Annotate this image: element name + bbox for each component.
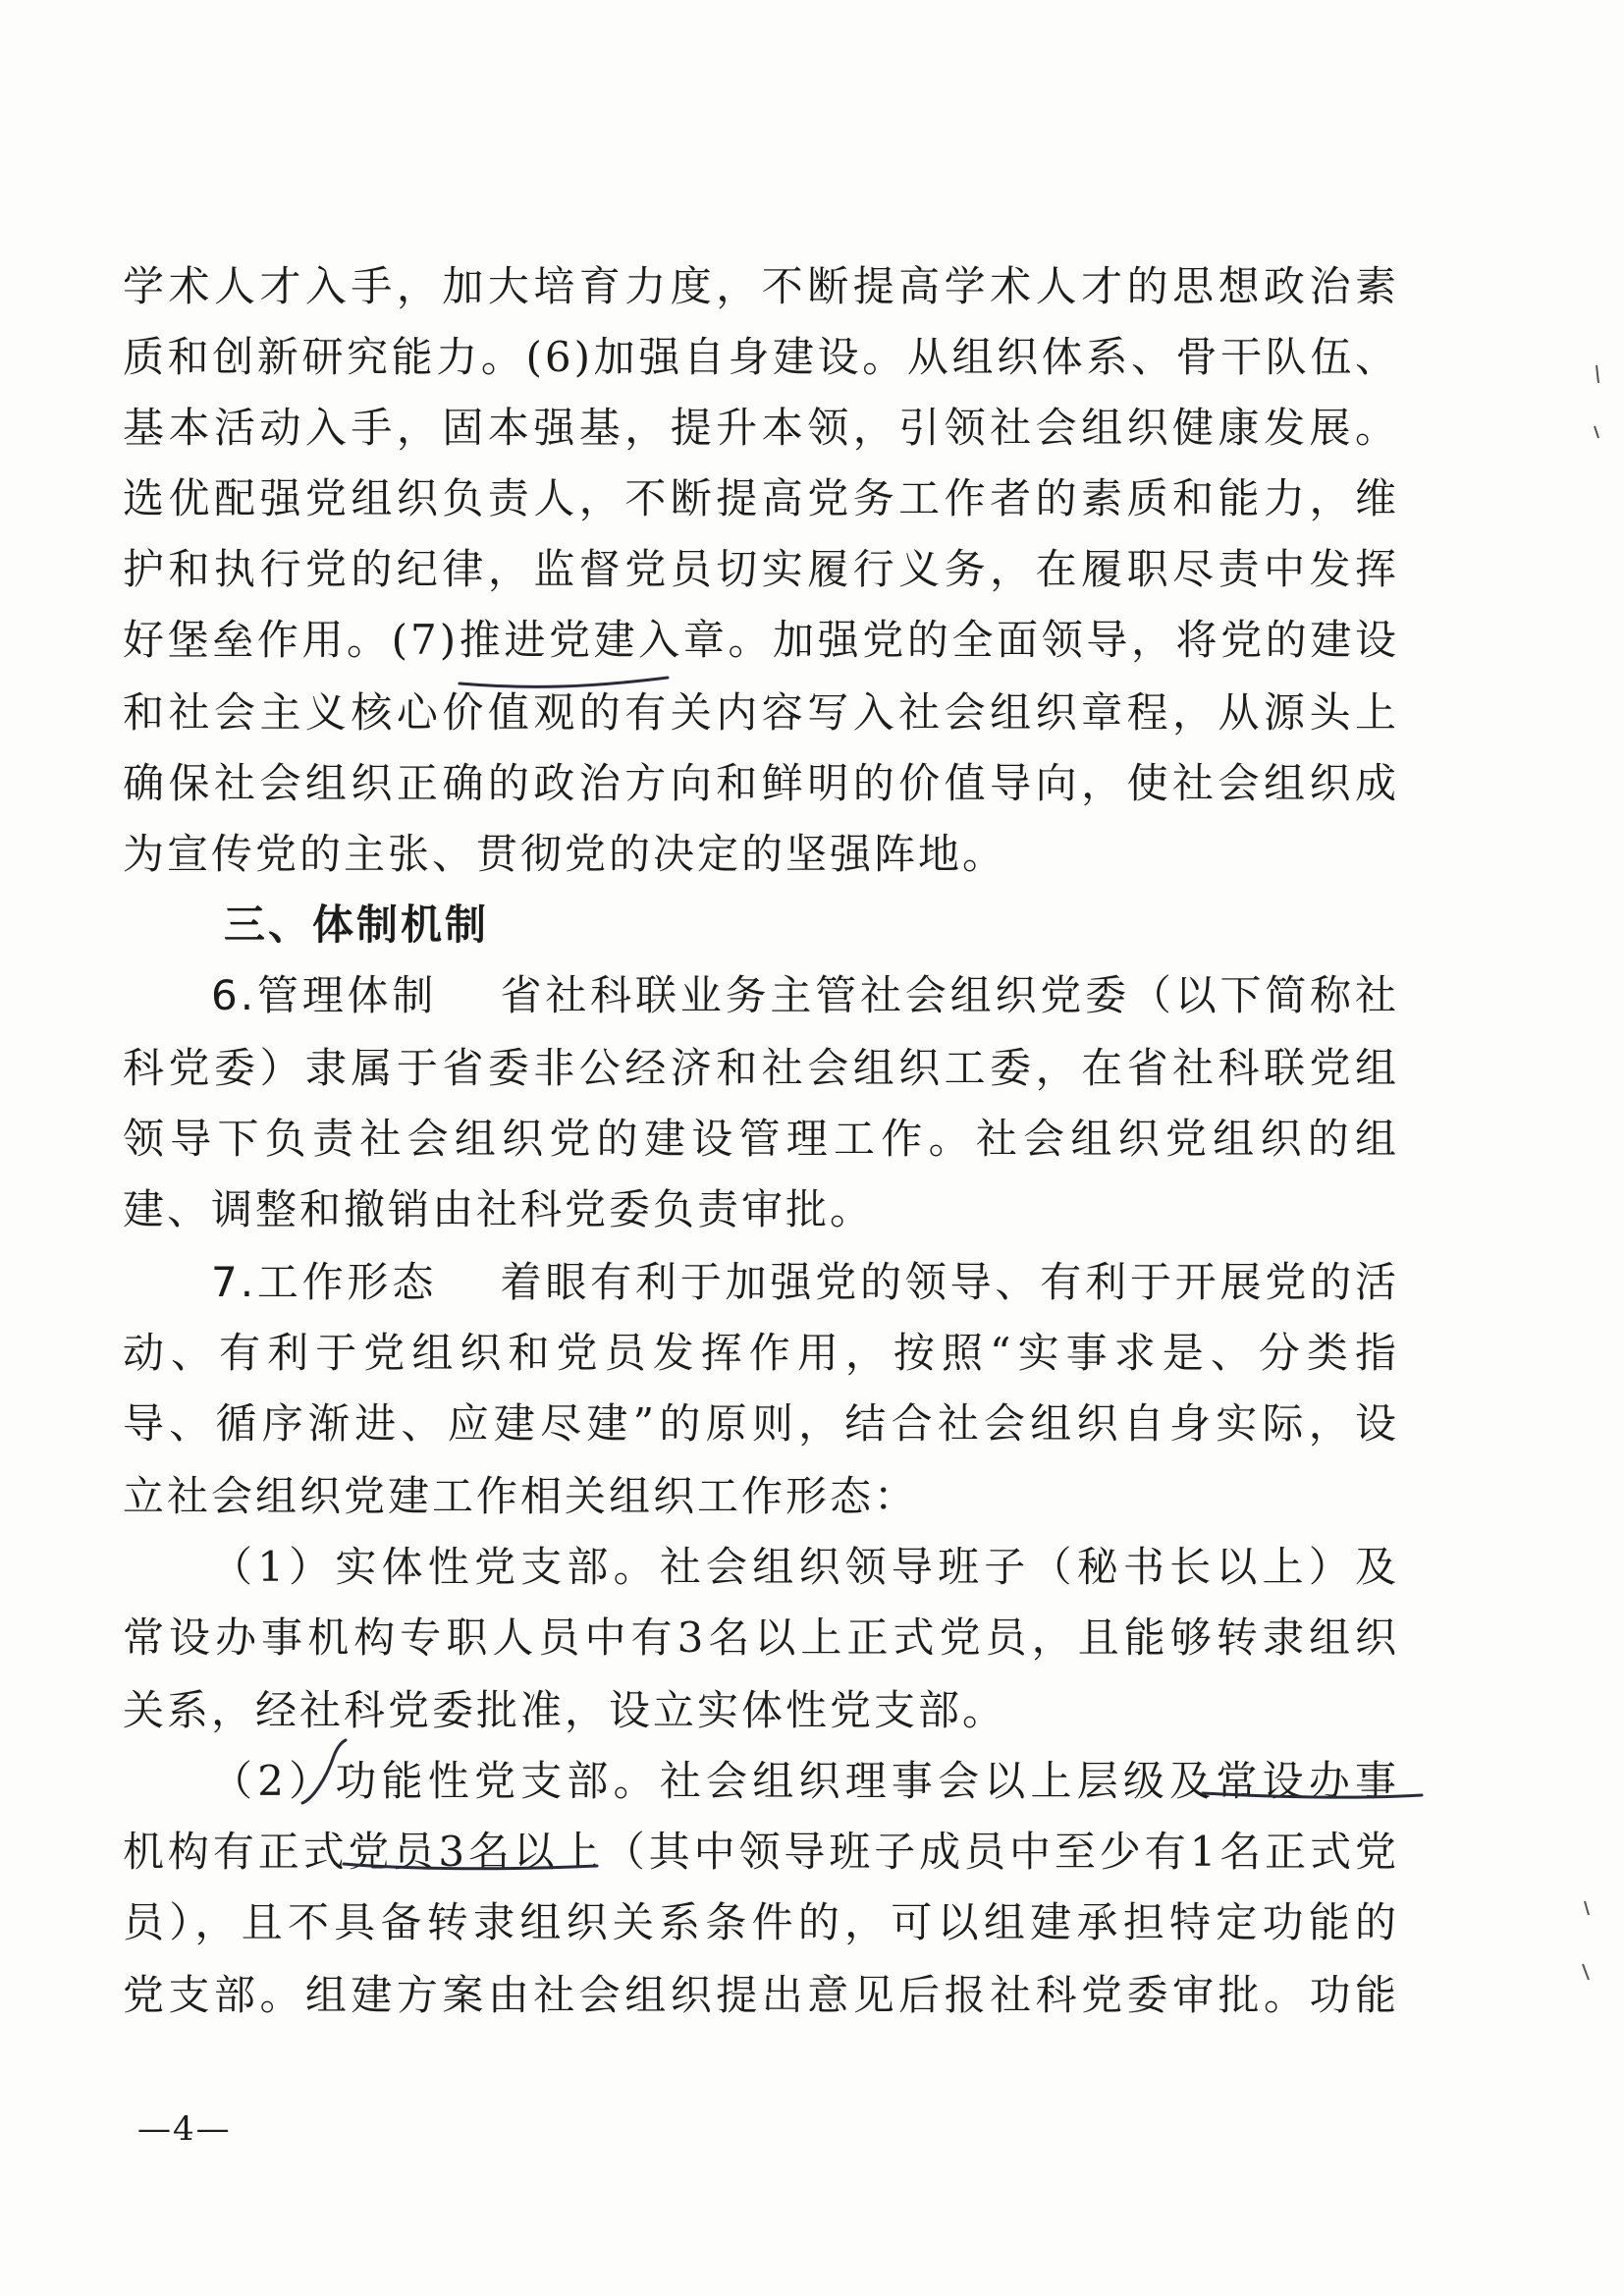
body-line: 立社会组织党建工作相关组织工作形态： (123, 1472, 919, 1520)
body-line: 学术人才入手，加大培育力度，不断提高学术人才的思想政治素 (123, 262, 1399, 310)
body-line: 员），且不具备转隶组织关系条件的，可以组建承担特定功能的 (123, 1898, 1399, 1946)
body-line: 科党委）隶属于省委非公经济和社会组织工委，在省社科联党组 (123, 1044, 1399, 1092)
item6-first-line (211, 968, 1399, 1023)
body-line: 为宣传党的主张、贯彻党的决定的坚强阵地。 (123, 830, 1007, 878)
body-line: 关系，经社科党委批准，设立实体性党支部。 (123, 1686, 1007, 1734)
scan-mark (1585, 1901, 1589, 1915)
body-line: 质和创新研究能力。(6)加强自身建设。从组织体系、骨干队伍、 (123, 333, 1399, 381)
item6-first-line-text: 省社科联业务主管社会组织党委（以下简称社 (500, 971, 1399, 1019)
item7-first-line-text: 着眼有利于加强党的领导、有利于开展党的活 (500, 1258, 1399, 1306)
scan-mark (1583, 1964, 1589, 1980)
body-line: 确保社会组织正确的政治方向和鲜明的价值导向，使社会组织成 (123, 759, 1399, 807)
body-line: 动、有利于党组织和党员发挥作用，按照“实事求是、分类指 (123, 1329, 1399, 1377)
body-line: 建、调整和撤销由社科党委负责审批。 (123, 1185, 875, 1233)
item6-keyword: 6.管理体制 (211, 971, 438, 1019)
body-line: 导、循序渐进、应建尽建”的原则，结合社会组织自身实际，设 (123, 1399, 1399, 1448)
scan-mark (1597, 365, 1598, 383)
item7-keyword: 7.工作形态 (211, 1258, 438, 1306)
body-line: 机构有正式党员3名以上（其中领导班子成员中至少有1名正式党 (123, 1828, 1399, 1876)
body-line: 好堡垒作用。(7)推进党建入章。加强党的全面领导，将党的建设 (123, 616, 1399, 664)
body-line: 领导下负责社会组织党的建设管理工作。社会组织党组织的组 (123, 1115, 1399, 1163)
body-line: 选优配强党组织负责人，不断提高党务工作者的素质和能力，维 (123, 474, 1399, 522)
body-line: 基本活动入手，固本强基，提升本领，引领社会组织健康发展。 (123, 404, 1399, 452)
body-line: 护和执行党的纪律，监督党员切实履行义务，在履职尽责中发挥 (123, 545, 1399, 593)
sub1-first-line: （1）实体性党支部。社会组织领导班子（秘书长以上）及 (211, 1543, 1399, 1591)
body-line: 常设办事机构专职人员中有3名以上正式党员，且能够转隶组织 (123, 1613, 1399, 1662)
item7-first-line (211, 1255, 1399, 1310)
sub2-first-line: （2）功能性党支部。社会组织理事会以上层级及常设办事 (211, 1757, 1399, 1805)
body-line: 和社会主义核心价值观的有关内容写入社会组织章程，从源头上 (123, 688, 1399, 737)
body-line: 党支部。组建方案由社会组织提出意见后报社科党委审批。功能 (123, 1971, 1399, 2019)
page-number: —4— (137, 2109, 232, 2149)
scan-mark (1595, 426, 1598, 438)
section-heading: 三、体制机制 (224, 901, 490, 949)
